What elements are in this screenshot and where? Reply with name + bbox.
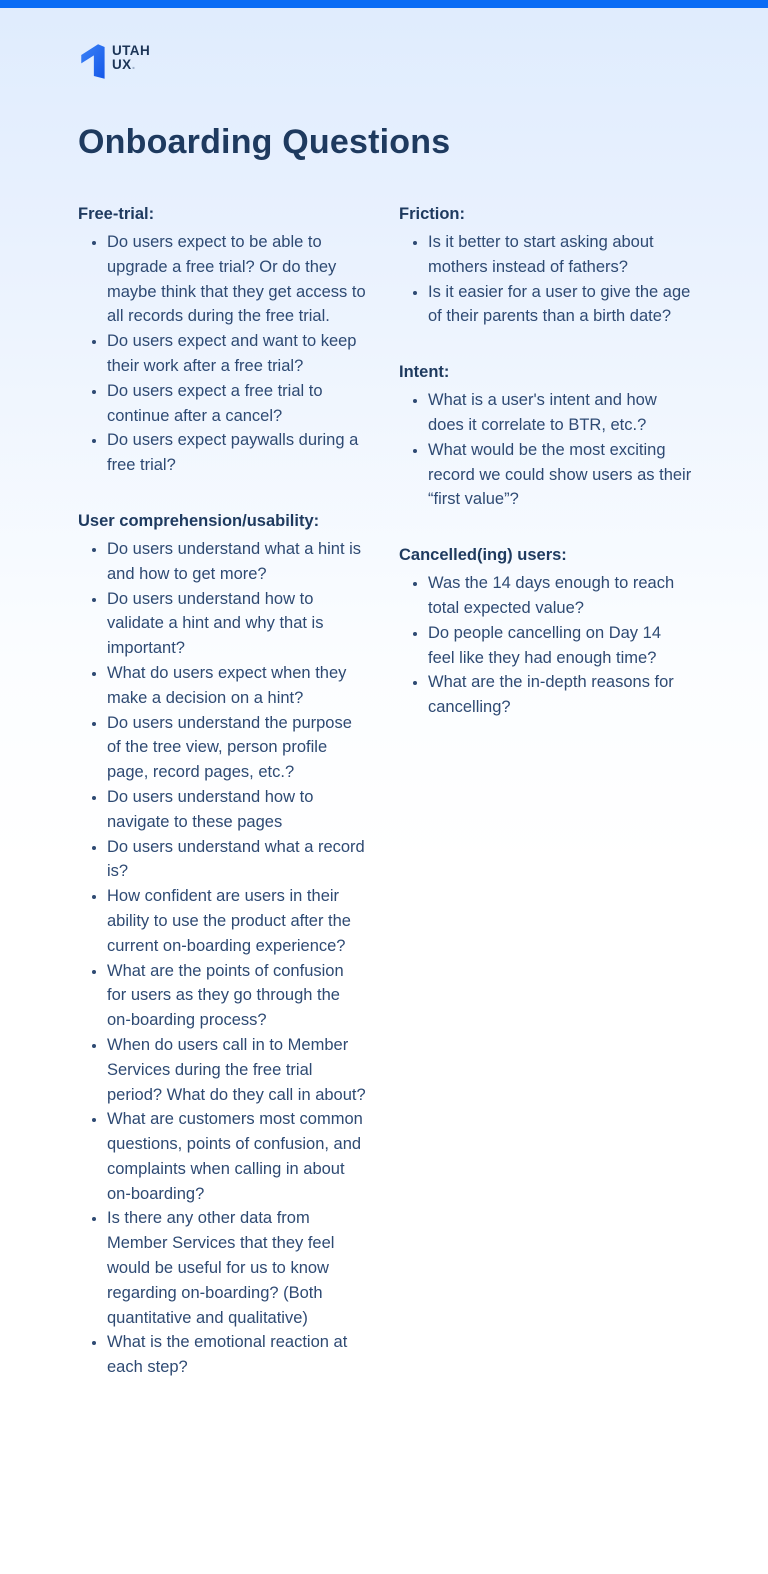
- question-section: [399, 543, 692, 720]
- question-item: • Is it easier for a user to give the age of their parents than a birth date?: [428, 280, 692, 330]
- question-item: • What would be the most exciting record we could show users as their “first value”?: [428, 438, 692, 512]
- utah-ux-logo: [78, 42, 698, 81]
- question-item: • Do users expect to be able to upgrade a free trial? Or do they maybe think that they get access to all records during the free trial.: [107, 230, 366, 329]
- question-item: • When do users call in to Member Services during the free trial period? What do they call in about?: [107, 1033, 366, 1107]
- section-heading: Intent:: [399, 363, 450, 382]
- left-column: [78, 202, 366, 1411]
- logo-dot: .: [131, 57, 136, 72]
- question-item: • Do users understand how to validate a hint and why that is important?: [107, 587, 366, 661]
- question-item: • Do users understand what a hint is and how to get more?: [107, 537, 366, 587]
- question-list: [78, 230, 366, 478]
- question-section: [399, 202, 692, 329]
- question-item: • Was the 14 days enough to reach total expected value?: [428, 571, 692, 621]
- utah-ux-logo-text: [112, 42, 150, 72]
- question-columns: [78, 202, 698, 1411]
- question-list: [399, 230, 692, 329]
- logo-line1: UTAH: [112, 43, 151, 58]
- top-accent-bar: [0, 0, 768, 8]
- document-page: [0, 8, 768, 1471]
- question-item: • Do users expect paywalls during a free trial?: [107, 428, 366, 478]
- utah-ux-logo-icon: [78, 42, 106, 81]
- question-item: • What are the points of confusion for users as they go through the on-boarding process?: [107, 959, 366, 1033]
- question-item: • Do people cancelling on Day 14 feel like they had enough time?: [428, 621, 692, 671]
- section-heading: Free-trial:: [78, 205, 155, 223]
- question-item: • What is the emotional reaction at each step?: [107, 1330, 366, 1380]
- right-column: [399, 202, 692, 751]
- question-item: • Do users expect and want to keep their work after a free trial?: [107, 329, 366, 379]
- section-heading: Friction:: [399, 205, 465, 223]
- question-item: • What do users expect when they make a decision on a hint?: [107, 661, 366, 711]
- question-item: • Do users understand how to navigate to these pages: [107, 785, 366, 835]
- question-section: [78, 509, 366, 1380]
- question-list: [78, 537, 366, 1380]
- question-list: [399, 571, 692, 720]
- question-list: [399, 388, 692, 512]
- section-heading: User comprehension/usability:: [78, 511, 320, 530]
- question-item: • Is it better to start asking about mothers instead of fathers?: [428, 230, 692, 280]
- question-section: [78, 202, 366, 478]
- logo-line2: UX: [112, 57, 132, 72]
- question-item: • What is a user's intent and how does it correlate to BTR, etc.?: [428, 388, 692, 438]
- question-item: • Do users understand the purpose of the tree view, person profile page, record pages, etc.?: [107, 711, 366, 785]
- question-item: • What are customers most common questions, points of confusion, and complaints when calling in about on-boarding?: [107, 1107, 366, 1206]
- page-title: Onboarding Questions: [78, 123, 451, 161]
- question-item: • Is there any other data from Member Services that they feel would be useful for us to know regarding on-boarding? (Both quantitative and qualitative): [107, 1206, 366, 1330]
- question-item: • What are the in-depth reasons for cancelling?: [428, 670, 692, 720]
- question-item: • Do users expect a free trial to continue after a cancel?: [107, 379, 366, 429]
- question-item: • How confident are users in their ability to use the product after the current on-boarding experience?: [107, 884, 366, 958]
- section-heading: Cancelled(ing) users:: [399, 546, 567, 565]
- question-item: • Do users understand what a record is?: [107, 835, 366, 885]
- question-section: [399, 360, 692, 512]
